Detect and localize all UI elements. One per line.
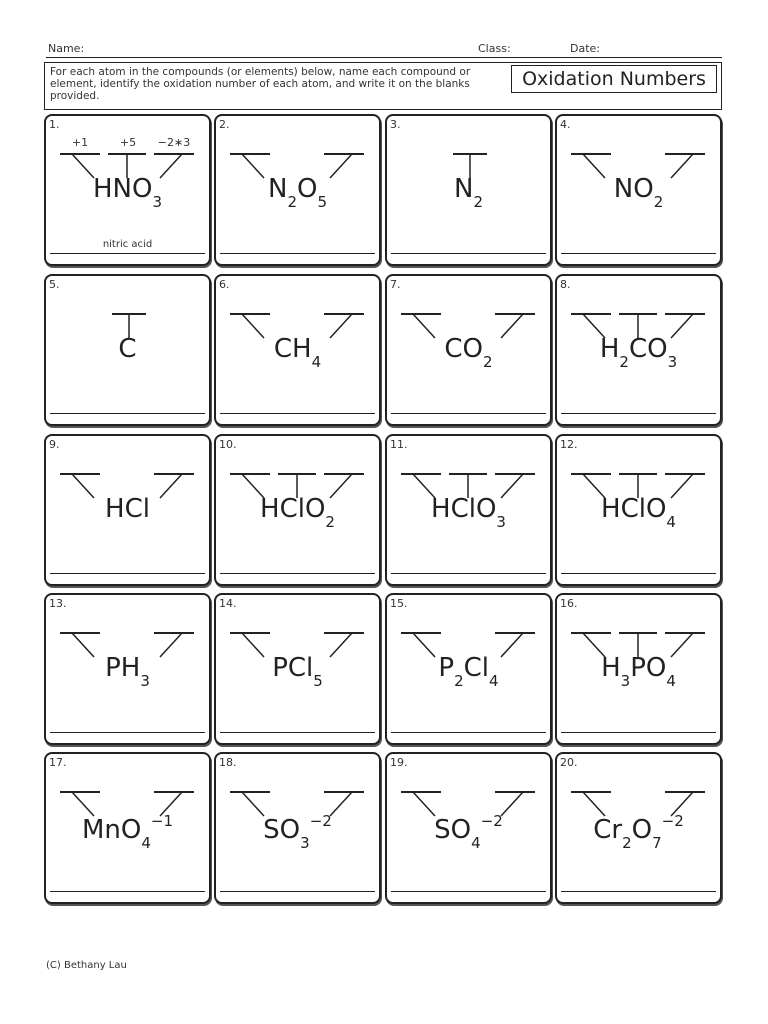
formula-subscript: 3 <box>496 513 506 531</box>
name-blank[interactable] <box>220 573 375 574</box>
name-blank[interactable] <box>220 732 375 733</box>
name-blank[interactable] <box>50 732 205 733</box>
problem-number: 11. <box>390 438 408 451</box>
problem-number: 5. <box>49 278 60 291</box>
formula-charge: −2 <box>661 812 684 830</box>
problem-card <box>555 274 722 426</box>
name-blank[interactable] <box>220 253 375 254</box>
problem-number: 4. <box>560 118 571 131</box>
chemical-formula <box>216 174 379 211</box>
name-blank[interactable] <box>561 891 716 892</box>
formula-element: Cl <box>463 653 490 683</box>
copyright-footer: (C) Bethany Lau <box>46 960 127 971</box>
chemical-formula <box>216 812 379 852</box>
formula-element: PH <box>105 653 141 683</box>
problem-number: 2. <box>219 118 230 131</box>
name-blank[interactable] <box>561 413 716 414</box>
formula-subscript: 7 <box>652 834 662 852</box>
oxidation-value: +5 <box>119 136 137 149</box>
name-blank[interactable] <box>561 253 716 254</box>
formula-subscript: 3 <box>300 834 310 852</box>
problem-number: 16. <box>560 597 578 610</box>
header-rule <box>46 57 722 58</box>
formula-subscript: 3 <box>152 193 162 211</box>
problem-number: 12. <box>560 438 578 451</box>
formula-subscript: 2 <box>622 834 632 852</box>
chemical-formula <box>46 174 209 211</box>
formula-element: SO <box>434 815 472 845</box>
formula-subscript: 2 <box>454 672 464 690</box>
problem-card <box>555 434 722 586</box>
chemical-formula <box>557 334 720 371</box>
problem-number: 9. <box>49 438 60 451</box>
date-label: Date: <box>570 42 600 55</box>
formula-subscript: 2 <box>287 193 297 211</box>
problem-card <box>385 274 552 426</box>
formula-element: H <box>601 653 621 683</box>
problem-card <box>44 114 211 266</box>
chemical-formula <box>387 174 550 211</box>
formula-subscript: 2 <box>653 193 664 211</box>
problem-card <box>555 593 722 745</box>
formula-subscript: 3 <box>140 672 150 690</box>
formula-element: SO <box>263 815 301 845</box>
name-blank[interactable] <box>50 573 205 574</box>
formula-element: N <box>267 174 288 204</box>
problem-card <box>44 434 211 586</box>
formula-subscript: 4 <box>489 672 499 690</box>
instructions-text: For each atom in the compounds (or elements) below, name each compound or element, identify the oxidation number of each atom, and write it on the blanks provided. <box>50 66 471 102</box>
chemical-formula <box>46 653 209 690</box>
formula-element: NO <box>613 174 654 204</box>
formula-element: HClO <box>601 494 667 524</box>
worksheet-title: Oxidation Numbers <box>511 65 717 93</box>
formula-charge: −2 <box>309 812 332 830</box>
formula-element: HCl <box>105 494 150 524</box>
name-blank[interactable] <box>561 732 716 733</box>
problem-card <box>44 274 211 426</box>
problem-card <box>214 752 381 904</box>
formula-element: P <box>438 653 455 683</box>
problem-card <box>385 752 552 904</box>
header-row <box>46 42 722 58</box>
problem-card <box>214 274 381 426</box>
formula-subscript: 3 <box>667 353 678 371</box>
problem-card <box>214 434 381 586</box>
formula-element: HClO <box>260 494 326 524</box>
formula-element: Cr <box>593 815 623 845</box>
problem-card <box>214 593 381 745</box>
formula-charge: −2 <box>480 812 503 830</box>
problem-number: 8. <box>560 278 571 291</box>
formula-subscript: 2 <box>473 193 483 211</box>
name-blank[interactable] <box>391 891 546 892</box>
name-blank[interactable] <box>391 253 546 254</box>
problem-number: 1. <box>49 118 60 131</box>
chemical-formula <box>46 494 209 524</box>
formula-element: HClO <box>431 494 497 524</box>
problem-card <box>214 114 381 266</box>
chemical-formula <box>46 334 209 364</box>
chemical-formula <box>216 653 379 690</box>
formula-subscript: 4 <box>311 353 322 371</box>
formula-subscript: 3 <box>620 672 631 690</box>
formula-element: PO <box>630 653 667 683</box>
formula-subscript: 5 <box>317 193 327 211</box>
name-blank[interactable] <box>220 891 375 892</box>
name-blank[interactable] <box>391 413 546 414</box>
chemical-formula <box>557 174 720 211</box>
chemical-formula <box>557 653 720 690</box>
formula-subscript: 2 <box>325 513 335 531</box>
formula-element: CH <box>273 334 312 364</box>
problem-number: 7. <box>390 278 401 291</box>
problem-number: 20. <box>560 756 578 769</box>
formula-subscript: 4 <box>666 672 676 690</box>
formula-subscript: 4 <box>666 513 676 531</box>
oxidation-value: +1 <box>71 136 89 149</box>
formula-element: H <box>599 334 620 364</box>
name-blank[interactable] <box>391 732 546 733</box>
formula-element: O <box>631 815 653 845</box>
chemical-formula <box>557 812 720 852</box>
formula-element: N <box>454 174 474 204</box>
formula-subscript: 5 <box>313 672 323 690</box>
name-blank[interactable] <box>220 413 375 414</box>
problem-number: 17. <box>49 756 67 769</box>
chemical-formula <box>46 812 209 852</box>
formula-subscript: 4 <box>471 834 481 852</box>
problem-number: 3. <box>390 118 401 131</box>
name-label: Name: <box>48 42 85 55</box>
chemical-formula <box>387 653 550 690</box>
problem-card <box>555 752 722 904</box>
problem-number: 6. <box>219 278 230 291</box>
compound-name: nitric acid <box>102 239 153 250</box>
problem-card <box>385 114 552 266</box>
formula-element: MnO <box>81 815 142 845</box>
problem-number: 13. <box>49 597 67 610</box>
problem-card <box>44 593 211 745</box>
formula-subscript: 2 <box>483 353 493 371</box>
chemical-formula <box>387 334 550 371</box>
formula-element: O <box>296 174 318 204</box>
problem-number: 10. <box>219 438 237 451</box>
class-label: Class: <box>478 42 511 55</box>
problem-card <box>385 434 552 586</box>
name-blank[interactable] <box>391 573 546 574</box>
problem-number: 15. <box>390 597 408 610</box>
name-blank[interactable] <box>50 413 205 414</box>
problem-number: 18. <box>219 756 237 769</box>
chemical-formula <box>216 494 379 531</box>
problem-card <box>44 752 211 904</box>
formula-subscript: 4 <box>141 834 151 852</box>
chemical-formula <box>387 494 550 531</box>
oxidation-value: −2∗3 <box>157 136 191 149</box>
chemical-formula <box>216 334 379 371</box>
formula-element: CO <box>444 334 484 364</box>
instructions-box <box>44 62 722 110</box>
problem-number: 19. <box>390 756 408 769</box>
formula-element: PCl <box>272 653 314 683</box>
problem-card <box>555 114 722 266</box>
formula-element: CO <box>628 334 668 364</box>
formula-element: C <box>118 334 137 364</box>
chemical-formula <box>557 494 720 531</box>
formula-charge: −1 <box>150 812 174 830</box>
problem-card <box>385 593 552 745</box>
formula-element: HNO <box>92 174 153 204</box>
chemical-formula <box>387 812 550 852</box>
name-blank[interactable] <box>50 891 205 892</box>
name-blank[interactable] <box>50 253 205 254</box>
formula-subscript: 2 <box>619 353 629 371</box>
name-blank[interactable] <box>561 573 716 574</box>
problem-number: 14. <box>219 597 237 610</box>
